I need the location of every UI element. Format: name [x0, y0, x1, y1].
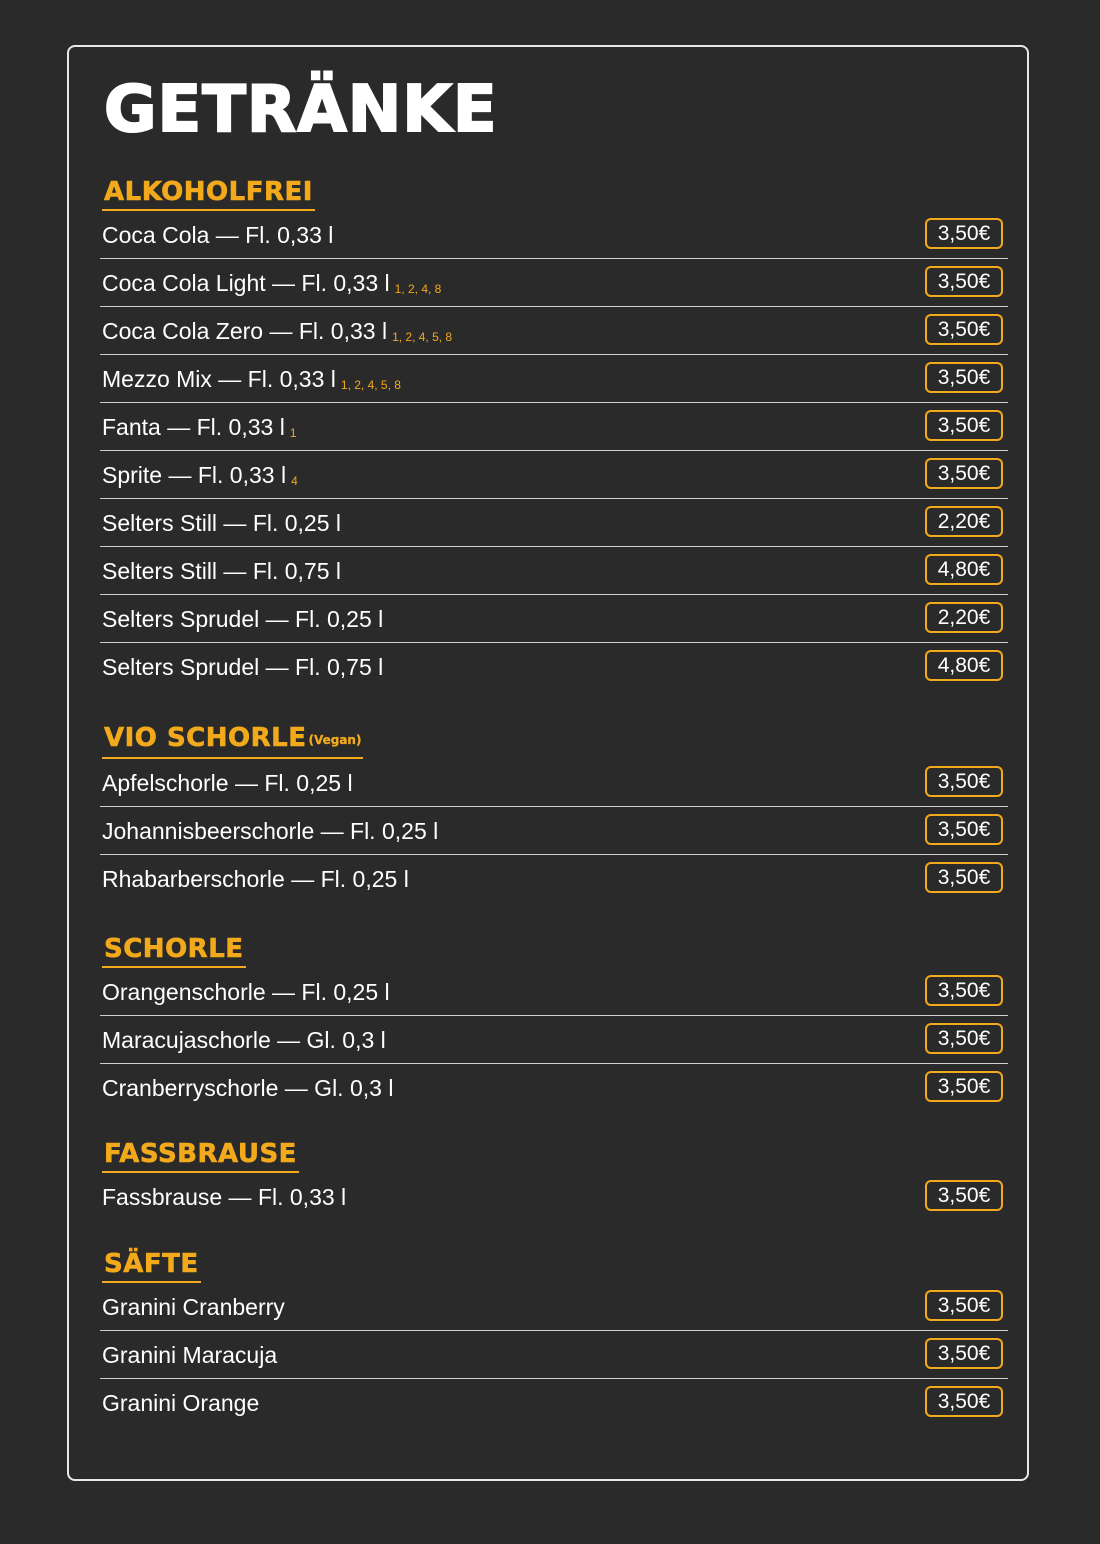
item-name	[102, 220, 333, 250]
item-list	[100, 968, 1008, 1112]
section-title: SÄFTE	[104, 1249, 199, 1279]
price-badge: 3,50€	[925, 1023, 1003, 1054]
price-badge: 3,50€	[925, 1290, 1003, 1321]
additive-note: 1, 2, 4, 5, 8	[340, 378, 401, 392]
section-alkoholfrei	[100, 176, 1008, 691]
item-name-text: Granini Cranberry	[102, 1294, 285, 1320]
price-badge: 3,50€	[925, 410, 1003, 441]
additive-note: 1, 2, 4, 8	[394, 282, 442, 296]
menu-item	[100, 1379, 1008, 1427]
section-saefte	[100, 1248, 1008, 1427]
price-badge: 3,50€	[925, 1071, 1003, 1102]
section-heading	[102, 722, 363, 759]
item-name	[102, 1182, 346, 1212]
item-name	[102, 768, 353, 798]
item-name	[102, 604, 383, 634]
price-badge: 3,50€	[925, 975, 1003, 1006]
item-name-text: Sprite — Fl. 0,33 l	[102, 462, 287, 488]
price-badge: 3,50€	[925, 362, 1003, 393]
menu-item	[100, 968, 1008, 1016]
item-list	[100, 759, 1008, 903]
item-name	[102, 1388, 259, 1418]
item-name	[102, 508, 341, 538]
item-name	[102, 268, 441, 304]
price-badge: 3,50€	[925, 314, 1003, 345]
section-schorle	[100, 933, 1008, 1112]
menu-item	[100, 451, 1008, 499]
section-title: SCHORLE	[104, 934, 244, 964]
menu-item	[100, 1064, 1008, 1112]
item-name-text: Selters Still — Fl. 0,75 l	[102, 558, 342, 584]
price-badge: 3,50€	[925, 1338, 1003, 1369]
section-heading	[102, 1138, 299, 1173]
item-name-text: Orangenschorle — Fl. 0,25 l	[102, 979, 390, 1005]
menu-item	[100, 759, 1008, 807]
page-title: GETRÄNKE	[104, 73, 498, 147]
section-heading	[102, 933, 246, 968]
item-name-text: Maracujaschorle — Gl. 0,3 l	[102, 1027, 386, 1053]
item-name	[102, 816, 438, 846]
menu-item	[100, 1331, 1008, 1379]
item-name	[102, 412, 297, 448]
menu-item	[100, 307, 1008, 355]
section-fassbrause	[100, 1138, 1008, 1221]
item-name	[102, 460, 298, 496]
section-heading	[102, 1248, 201, 1283]
item-name-text: Fanta — Fl. 0,33 l	[102, 414, 285, 440]
item-name	[102, 864, 409, 894]
menu-item	[100, 547, 1008, 595]
item-name-text: Coca Cola Light — Fl. 0,33 l	[102, 270, 390, 296]
menu-item	[100, 855, 1008, 903]
item-name-text: Coca Cola — Fl. 0,33 l	[102, 222, 334, 248]
menu-item	[100, 807, 1008, 855]
item-name-text: Rhabarberschorle — Fl. 0,25 l	[102, 866, 409, 892]
item-name	[102, 556, 341, 586]
menu-item	[100, 595, 1008, 643]
price-badge: 3,50€	[925, 1386, 1003, 1417]
price-badge: 3,50€	[925, 218, 1003, 249]
price-badge: 3,50€	[925, 862, 1003, 893]
menu-item	[100, 1173, 1008, 1221]
menu-item	[100, 1283, 1008, 1331]
price-badge: 4,80€	[925, 554, 1003, 585]
additive-note: 1, 2, 4, 5, 8	[392, 330, 453, 344]
item-name-text: Granini Orange	[102, 1390, 260, 1416]
item-list	[100, 1283, 1008, 1427]
item-name	[102, 652, 383, 682]
section-title: ALKOHOLFREI	[104, 177, 313, 207]
menu-item	[100, 403, 1008, 451]
item-name	[102, 364, 401, 400]
price-badge: 2,20€	[925, 506, 1003, 537]
item-name	[102, 1292, 285, 1322]
section-heading	[102, 176, 315, 211]
item-name	[102, 1340, 277, 1370]
price-badge: 4,80€	[925, 650, 1003, 681]
price-badge: 3,50€	[925, 266, 1003, 297]
item-name-text: Granini Maracuja	[102, 1342, 278, 1368]
additive-note: 1	[289, 426, 297, 440]
item-name	[102, 316, 452, 352]
section-vio-schorle	[100, 722, 1008, 903]
item-name-text: Fassbrause — Fl. 0,33 l	[102, 1184, 347, 1210]
menu-item	[100, 499, 1008, 547]
item-name	[102, 977, 390, 1007]
menu-item	[100, 643, 1008, 691]
section-note: (Vegan)	[308, 733, 362, 747]
price-badge: 2,20€	[925, 602, 1003, 633]
item-name	[102, 1073, 393, 1103]
item-name-text: Selters Still — Fl. 0,25 l	[102, 510, 342, 536]
item-list	[100, 211, 1008, 691]
section-title: VIO SCHORLE	[104, 723, 307, 753]
item-name-text: Johannisbeerschorle — Fl. 0,25 l	[102, 818, 439, 844]
item-name	[102, 1025, 386, 1055]
item-list	[100, 1173, 1008, 1221]
item-name-text: Cranberryschorle — Gl. 0,3 l	[102, 1075, 394, 1101]
price-badge: 3,50€	[925, 766, 1003, 797]
menu-item	[100, 211, 1008, 259]
item-name-text: Selters Sprudel — Fl. 0,75 l	[102, 654, 384, 680]
price-badge: 3,50€	[925, 458, 1003, 489]
item-name-text: Coca Cola Zero — Fl. 0,33 l	[102, 318, 388, 344]
item-name-text: Selters Sprudel — Fl. 0,25 l	[102, 606, 384, 632]
price-badge: 3,50€	[925, 814, 1003, 845]
price-badge: 3,50€	[925, 1180, 1003, 1211]
item-name-text: Mezzo Mix — Fl. 0,33 l	[102, 366, 336, 392]
menu-item	[100, 259, 1008, 307]
item-name-text: Apfelschorle — Fl. 0,25 l	[102, 770, 353, 796]
menu-item	[100, 355, 1008, 403]
additive-note: 4	[291, 474, 298, 488]
menu-item	[100, 1016, 1008, 1064]
section-title: FASSBRAUSE	[104, 1139, 297, 1169]
